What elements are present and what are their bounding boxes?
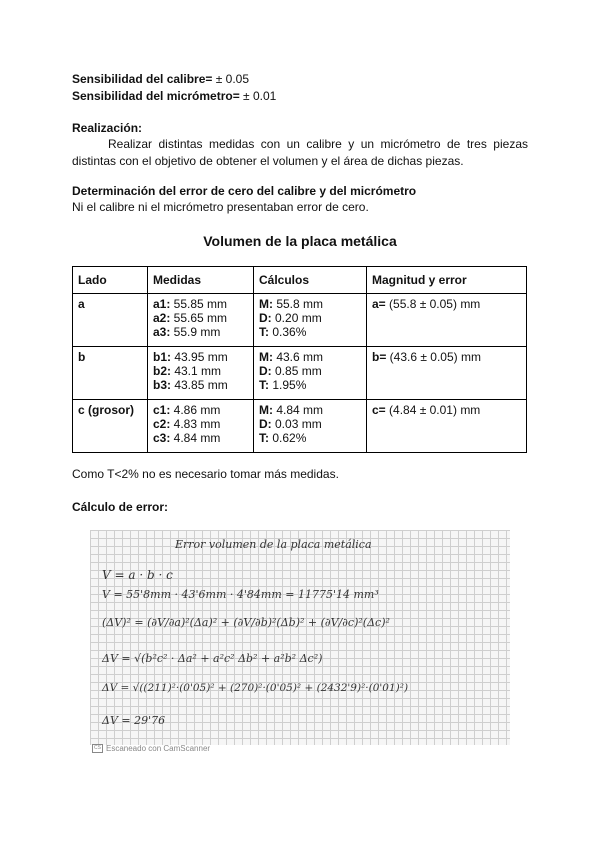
table-title: Volumen de la placa metálica — [203, 233, 397, 249]
calc-tolerance: T: 0.62% — [259, 431, 307, 445]
measure-c2: c2: 4.83 mm — [153, 417, 221, 431]
caliper-sensitivity-value: ± 0.05 — [212, 72, 249, 86]
micrometer-sensitivity-value: ± 0.01 — [239, 89, 277, 103]
measure-a1: a1: 55.85 mm — [153, 297, 228, 311]
row-lado: c (grosor) — [78, 403, 135, 417]
zero-error-heading — [72, 184, 416, 198]
measurements-table — [72, 266, 527, 453]
calc-mean: M: 43.6 mm — [259, 350, 324, 364]
measure-c3: c3: 4.84 mm — [153, 431, 221, 445]
calc-mean: M: 55.8 mm — [259, 297, 324, 311]
measure-b3: b3: 43.85 mm — [153, 378, 228, 392]
measure-a2: a2: 55.65 mm — [153, 311, 228, 325]
realizacion-text: Realizar distintas medidas con un calibre y un micrómetro de tres piezas distintas con el objetivo de obtener el volumen y el área de dichas piezas. — [72, 137, 528, 168]
calc-mean: M: 4.84 mm — [259, 403, 324, 417]
measure-c1: c1: 4.86 mm — [153, 403, 221, 417]
micrometer-sensitivity — [72, 89, 276, 103]
hw-line-root: ΔV = √(b²c² · Δa² + a²c² Δb² + a²b² Δc²) — [102, 652, 323, 665]
zero-error-heading-text: Determinación del error de cero del calibre y del micrómetro — [72, 184, 417, 198]
handwritten-calculation-image — [90, 530, 510, 745]
caliper-sensitivity — [72, 72, 249, 86]
calc-dispersion: D: 0.85 mm — [259, 364, 322, 378]
calc-dispersion: D: 0.03 mm — [259, 417, 322, 431]
micrometer-sensitivity-label: Sensibilidad del micrómetro= — [72, 89, 240, 103]
header-magnitud: Magnitud y error — [367, 267, 527, 294]
caliper-sensitivity-label: Sensibilidad del calibre= — [72, 72, 213, 86]
error-heading — [72, 500, 168, 514]
hw-line-volume: V = 55'8mm · 43'6mm · 4'84mm = 11775'14 mm³ — [102, 588, 379, 601]
realizacion-heading-text: Realización: — [72, 121, 143, 135]
note-text: Como T<2% no es necesario tomar más medidas. — [72, 467, 339, 481]
realizacion-heading — [72, 121, 142, 135]
magnitude-a: a= (55.8 ± 0.05) mm — [372, 297, 481, 311]
table-row — [73, 294, 527, 347]
row-lado: a — [78, 297, 85, 311]
magnitude-b: b= (43.6 ± 0.05) mm — [372, 350, 481, 364]
calc-tolerance: T: 1.95% — [259, 378, 307, 392]
table-row — [73, 400, 527, 453]
scanner-watermark-text: Escaneado con CamScanner — [106, 744, 211, 753]
header-medidas: Medidas — [148, 267, 254, 294]
realizacion-paragraph — [72, 136, 528, 170]
hw-line-substitution: ΔV = √((211)²·(0'05)² + (270)²·(0'05)² + (2432'9)²·(0'01)²) — [102, 682, 409, 694]
table-header-row — [73, 267, 527, 294]
hw-line-title: Error volumen de la placa metálica — [175, 538, 372, 551]
calc-tolerance: T: 0.36% — [259, 325, 307, 339]
hw-line-result: ΔV = 29'76 — [102, 714, 166, 727]
header-lado: Lado — [73, 267, 148, 294]
calc-dispersion: D: 0.20 mm — [259, 311, 322, 325]
error-heading-text: Cálculo de error: — [72, 500, 169, 514]
hw-line-formula: V = a · b · c — [102, 568, 173, 582]
header-calculos: Cálculos — [254, 267, 367, 294]
camscanner-logo-icon: CS — [92, 744, 103, 753]
measure-b1: b1: 43.95 mm — [153, 350, 228, 364]
measure-a3: a3: 55.9 mm — [153, 325, 221, 339]
scanner-watermark — [92, 744, 210, 753]
table-row — [73, 347, 527, 400]
zero-error-text: Ni el calibre ni el micrómetro presentaban error de cero. — [72, 200, 369, 214]
row-lado: b — [78, 350, 86, 364]
hw-line-propagation: (ΔV)² = (∂V/∂a)²(Δa)² + (∂V/∂b)²(Δb)² + (∂V/∂c)²(Δc)² — [102, 616, 390, 629]
magnitude-c: c= (4.84 ± 0.01) mm — [372, 403, 481, 417]
measure-b2: b2: 43.1 mm — [153, 364, 222, 378]
